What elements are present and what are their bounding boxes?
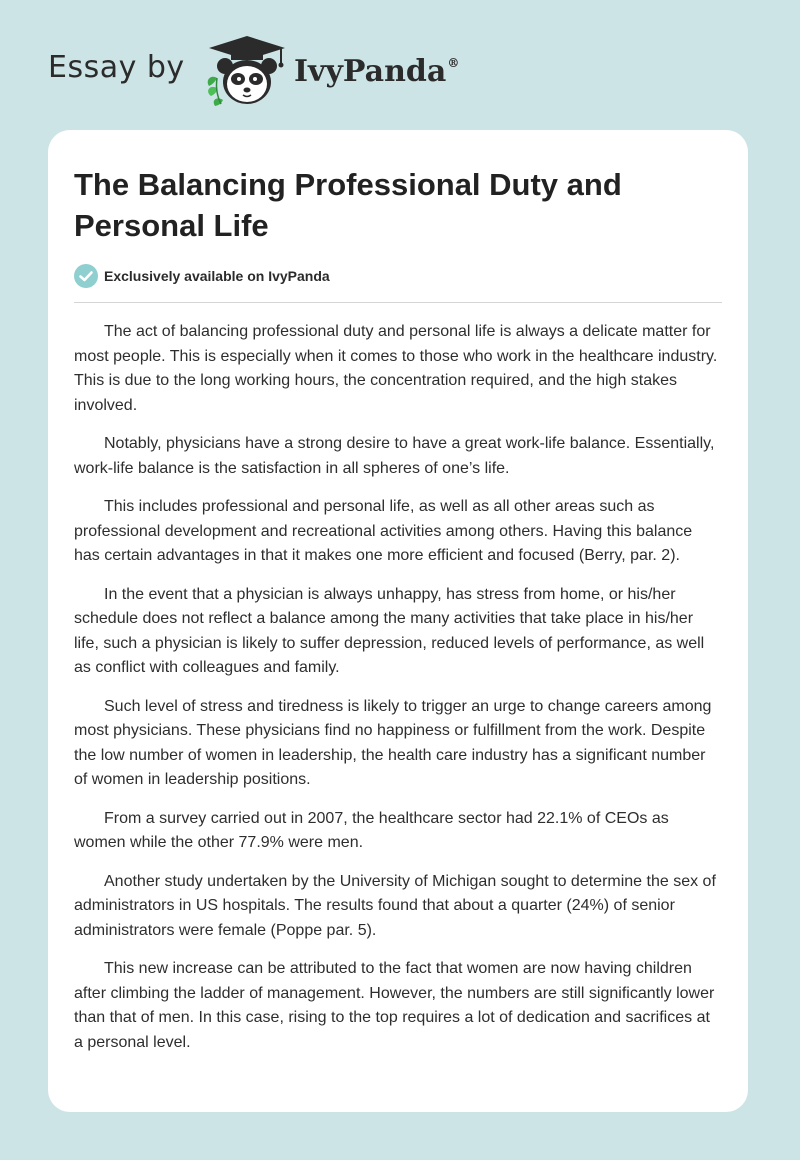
paragraph: Such level of stress and tiredness is likely to trigger an urge to change careers among most physicians. These physicians find no happiness or fulfillment from the work. Despite the low number of women in leadership, the health care industry has a significant number of women in leadership positions. <box>74 697 712 788</box>
panda-graduate-icon[interactable] <box>203 34 291 110</box>
brand-label: IvyPanda <box>294 54 447 89</box>
registered-mark: ® <box>447 56 460 70</box>
check-circle-icon <box>74 264 98 288</box>
paragraph: From a survey carried out in 2007, the healthcare sector had 22.1% of CEOs as women while the other 77.9% were men. <box>74 809 669 851</box>
paragraph: In the event that a physician is always unhappy, has stress from home, or his/her schedule does not reflect a balance among the many activities that take place in his/her life, such a physician is likely to suffer depression, reduced levels of performance, as well as conflict with colleagues and family. <box>74 585 705 676</box>
site-header <box>48 30 468 110</box>
exclusive-badge <box>74 264 330 288</box>
paragraph: The act of balancing professional duty and personal life is always a delicate matter for most people. This is especially when it comes to those who work in the healthcare industry. This is due to the long working hours, the concentration required, and the high stakes involved. <box>74 323 718 414</box>
essay-title: The Balancing Professional Duty and Personal Life <box>74 167 622 243</box>
exclusive-badge-label: Exclusively available on IvyPanda <box>104 268 330 284</box>
essay-body <box>74 320 722 1069</box>
essay-card <box>48 130 748 1112</box>
paragraph: This new increase can be attributed to the fact that women are now having children after climbing the ladder of management. However, the numbers are still significantly lower than that of men. In this case, rising to the top requires a lot of dedication and sacrifices at a personal level. <box>74 960 715 1051</box>
essay-by-label: Essay by <box>48 50 185 85</box>
paragraph: Notably, physicians have a strong desire to have a great work-life balance. Essentially, work-life balance is the satisfaction in all spheres of one’s life. <box>74 435 715 477</box>
ivy-leaf-icon <box>208 77 223 106</box>
divider <box>74 302 722 303</box>
paragraph: Another study undertaken by the University of Michigan sought to determine the sex of administrators in US hospitals. The results found that about a quarter (24%) of senior administrators were female (Poppe par. 5). <box>74 872 716 939</box>
paragraph: This includes professional and personal life, as well as all other areas such as professional development and recreational activities among others. Having this balance has certain advantages in that it makes one more efficient and focused (Berry, par. 2). <box>74 498 693 564</box>
brand-name[interactable] <box>294 54 459 89</box>
